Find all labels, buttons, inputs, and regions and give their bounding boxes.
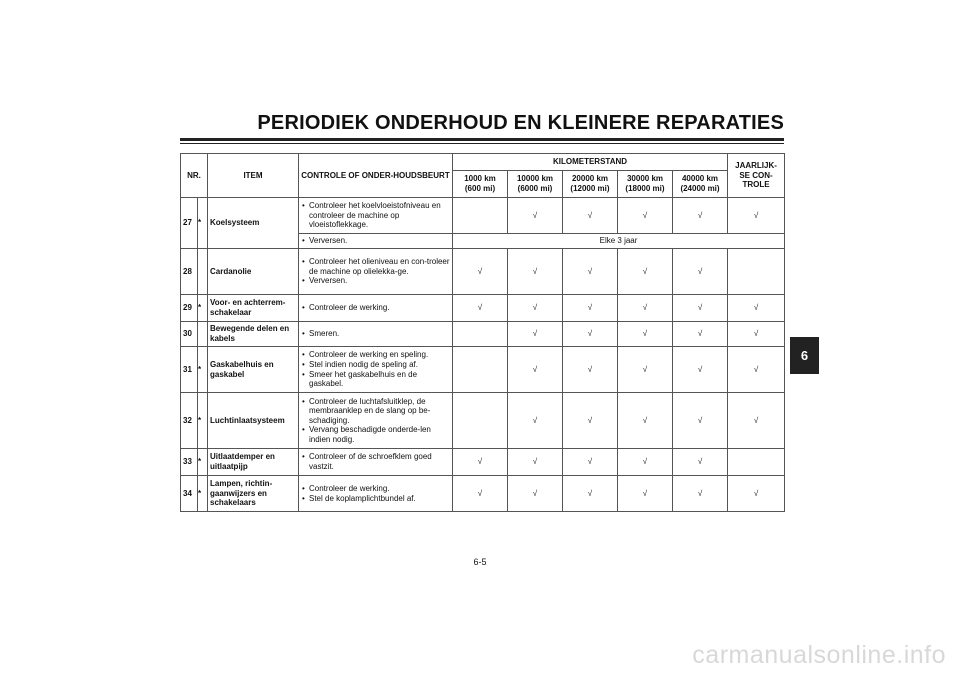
header-item: ITEM (208, 154, 299, 198)
check-cell: √ (453, 449, 508, 476)
check-cell: √ (618, 295, 673, 322)
check-cell: √ (508, 347, 563, 393)
check-cell: √ (508, 393, 563, 449)
table-cell: * (198, 449, 208, 476)
table-cell: * (198, 393, 208, 449)
check-cell: √ (618, 393, 673, 449)
table-cell: • Controleer de werking. (299, 295, 453, 322)
check-cell: √ (618, 347, 673, 393)
table-cell (198, 322, 208, 347)
table-cell: 32 (181, 393, 198, 449)
table-cell: * (198, 295, 208, 322)
check-cell: √ (728, 295, 785, 322)
table-cell: Cardanolie (208, 249, 299, 295)
watermark: carmanualsonline.info (692, 641, 946, 669)
table-cell: • Controleer de werking. • Stel de koplamplichtbundel af. (299, 476, 453, 512)
header-km-3: 20000 km (12000 mi) (563, 171, 618, 198)
check-cell: √ (673, 249, 728, 295)
check-cell (453, 393, 508, 449)
check-cell: √ (563, 322, 618, 347)
header-km-4: 30000 km (18000 mi) (618, 171, 673, 198)
table-cell: * (198, 476, 208, 512)
check-cell: √ (508, 198, 563, 234)
check-cell: √ (673, 476, 728, 512)
table-row (181, 198, 785, 234)
check-cell: √ (728, 347, 785, 393)
check-cell: √ (728, 198, 785, 234)
check-cell (728, 449, 785, 476)
check-cell: √ (508, 295, 563, 322)
table-cell: 30 (181, 322, 198, 347)
check-cell: √ (728, 322, 785, 347)
check-cell (728, 249, 785, 295)
table-cell: Bewegende delen en kabels (208, 322, 299, 347)
table-cell: 28 (181, 249, 198, 295)
table-cell: • Controleer het koelvloeistofniveau en controleer de machine op vloeistoflekkage. (299, 198, 453, 234)
check-cell: √ (728, 476, 785, 512)
check-cell: √ (508, 449, 563, 476)
check-cell: √ (508, 476, 563, 512)
header-nr: NR. (181, 154, 208, 198)
table-cell: Gaskabelhuis en gaskabel (208, 347, 299, 393)
check-cell: √ (563, 347, 618, 393)
table-cell: • Controleer de werking en speling. • Stel indien nodig de speling af. • Smeer het gaskabelhuis en de gaskabel. (299, 347, 453, 393)
check-cell: √ (453, 249, 508, 295)
check-cell: √ (673, 449, 728, 476)
check-cell: √ (563, 198, 618, 234)
check-cell (453, 198, 508, 234)
table-cell: • Smeren. (299, 322, 453, 347)
header-km-1: 1000 km (600 mi) (453, 171, 508, 198)
check-cell: √ (508, 249, 563, 295)
check-cell: √ (618, 476, 673, 512)
table-row (181, 249, 785, 295)
table-cell: Voor- en achterrem-schakelaar (208, 295, 299, 322)
table-cell: * (198, 198, 208, 249)
header-control: CONTROLE OF ONDER-HOUDSBEURT (299, 154, 453, 198)
table-cell: • Controleer de luchtafsluitklep, de membraanklep en de slang op be-schadiging. • Vervang beschadigde onderde-len indien nodig. (299, 393, 453, 449)
table-cell: • Verversen. (299, 234, 453, 249)
table-cell: 29 (181, 295, 198, 322)
check-cell: √ (673, 295, 728, 322)
table-cell: 34 (181, 476, 198, 512)
page-number: 6-5 (473, 557, 487, 567)
check-cell: √ (563, 476, 618, 512)
check-cell (453, 322, 508, 347)
table-row (181, 347, 785, 393)
table-cell: • Controleer het olieniveau en con-troleer de machine op olielekka-ge. • Verversen. (299, 249, 453, 295)
check-cell: √ (618, 449, 673, 476)
check-cell: √ (563, 449, 618, 476)
table-cell: Luchtinlaatsysteem (208, 393, 299, 449)
check-cell: √ (563, 393, 618, 449)
table-row (181, 393, 785, 449)
title-rule-thin (180, 143, 784, 144)
table-cell: Lampen, richtin-gaanwijzers en schakelaars (208, 476, 299, 512)
table-cell: * (198, 347, 208, 393)
check-cell: √ (453, 476, 508, 512)
header-km-group: KILOMETERSTAND (453, 154, 728, 171)
check-cell: √ (673, 347, 728, 393)
table-row (181, 322, 785, 347)
header-km-5: 40000 km (24000 mi) (673, 171, 728, 198)
table-cell: 27 (181, 198, 198, 249)
table-cell (198, 249, 208, 295)
chapter-tab: 6 (790, 337, 819, 374)
table-cell: 33 (181, 449, 198, 476)
check-cell: √ (618, 249, 673, 295)
table-row (181, 449, 785, 476)
check-cell: √ (673, 393, 728, 449)
check-cell: √ (453, 295, 508, 322)
header-annual: JAARLIJK-SE CON-TROLE (728, 154, 785, 198)
page-title: PERIODIEK ONDERHOUD EN KLEINERE REPARATIES (257, 112, 784, 134)
check-cell: √ (563, 295, 618, 322)
check-cell: √ (508, 322, 563, 347)
header-km-2: 10000 km (6000 mi) (508, 171, 563, 198)
table-row (181, 295, 785, 322)
check-cell: √ (563, 249, 618, 295)
check-cell: √ (618, 322, 673, 347)
table-cell: Uitlaatdemper en uitlaatpijp (208, 449, 299, 476)
maintenance-table (180, 153, 785, 512)
table-row (181, 476, 785, 512)
check-cell: √ (673, 322, 728, 347)
check-cell: √ (673, 198, 728, 234)
table-cell: Elke 3 jaar (453, 234, 785, 249)
check-cell (453, 347, 508, 393)
check-cell: √ (618, 198, 673, 234)
table-cell: • Controleer of de schroefklem goed vastzit. (299, 449, 453, 476)
check-cell: √ (728, 393, 785, 449)
table-cell: Koelsysteem (208, 198, 299, 249)
table-cell: 31 (181, 347, 198, 393)
title-rule-thick (180, 138, 784, 141)
